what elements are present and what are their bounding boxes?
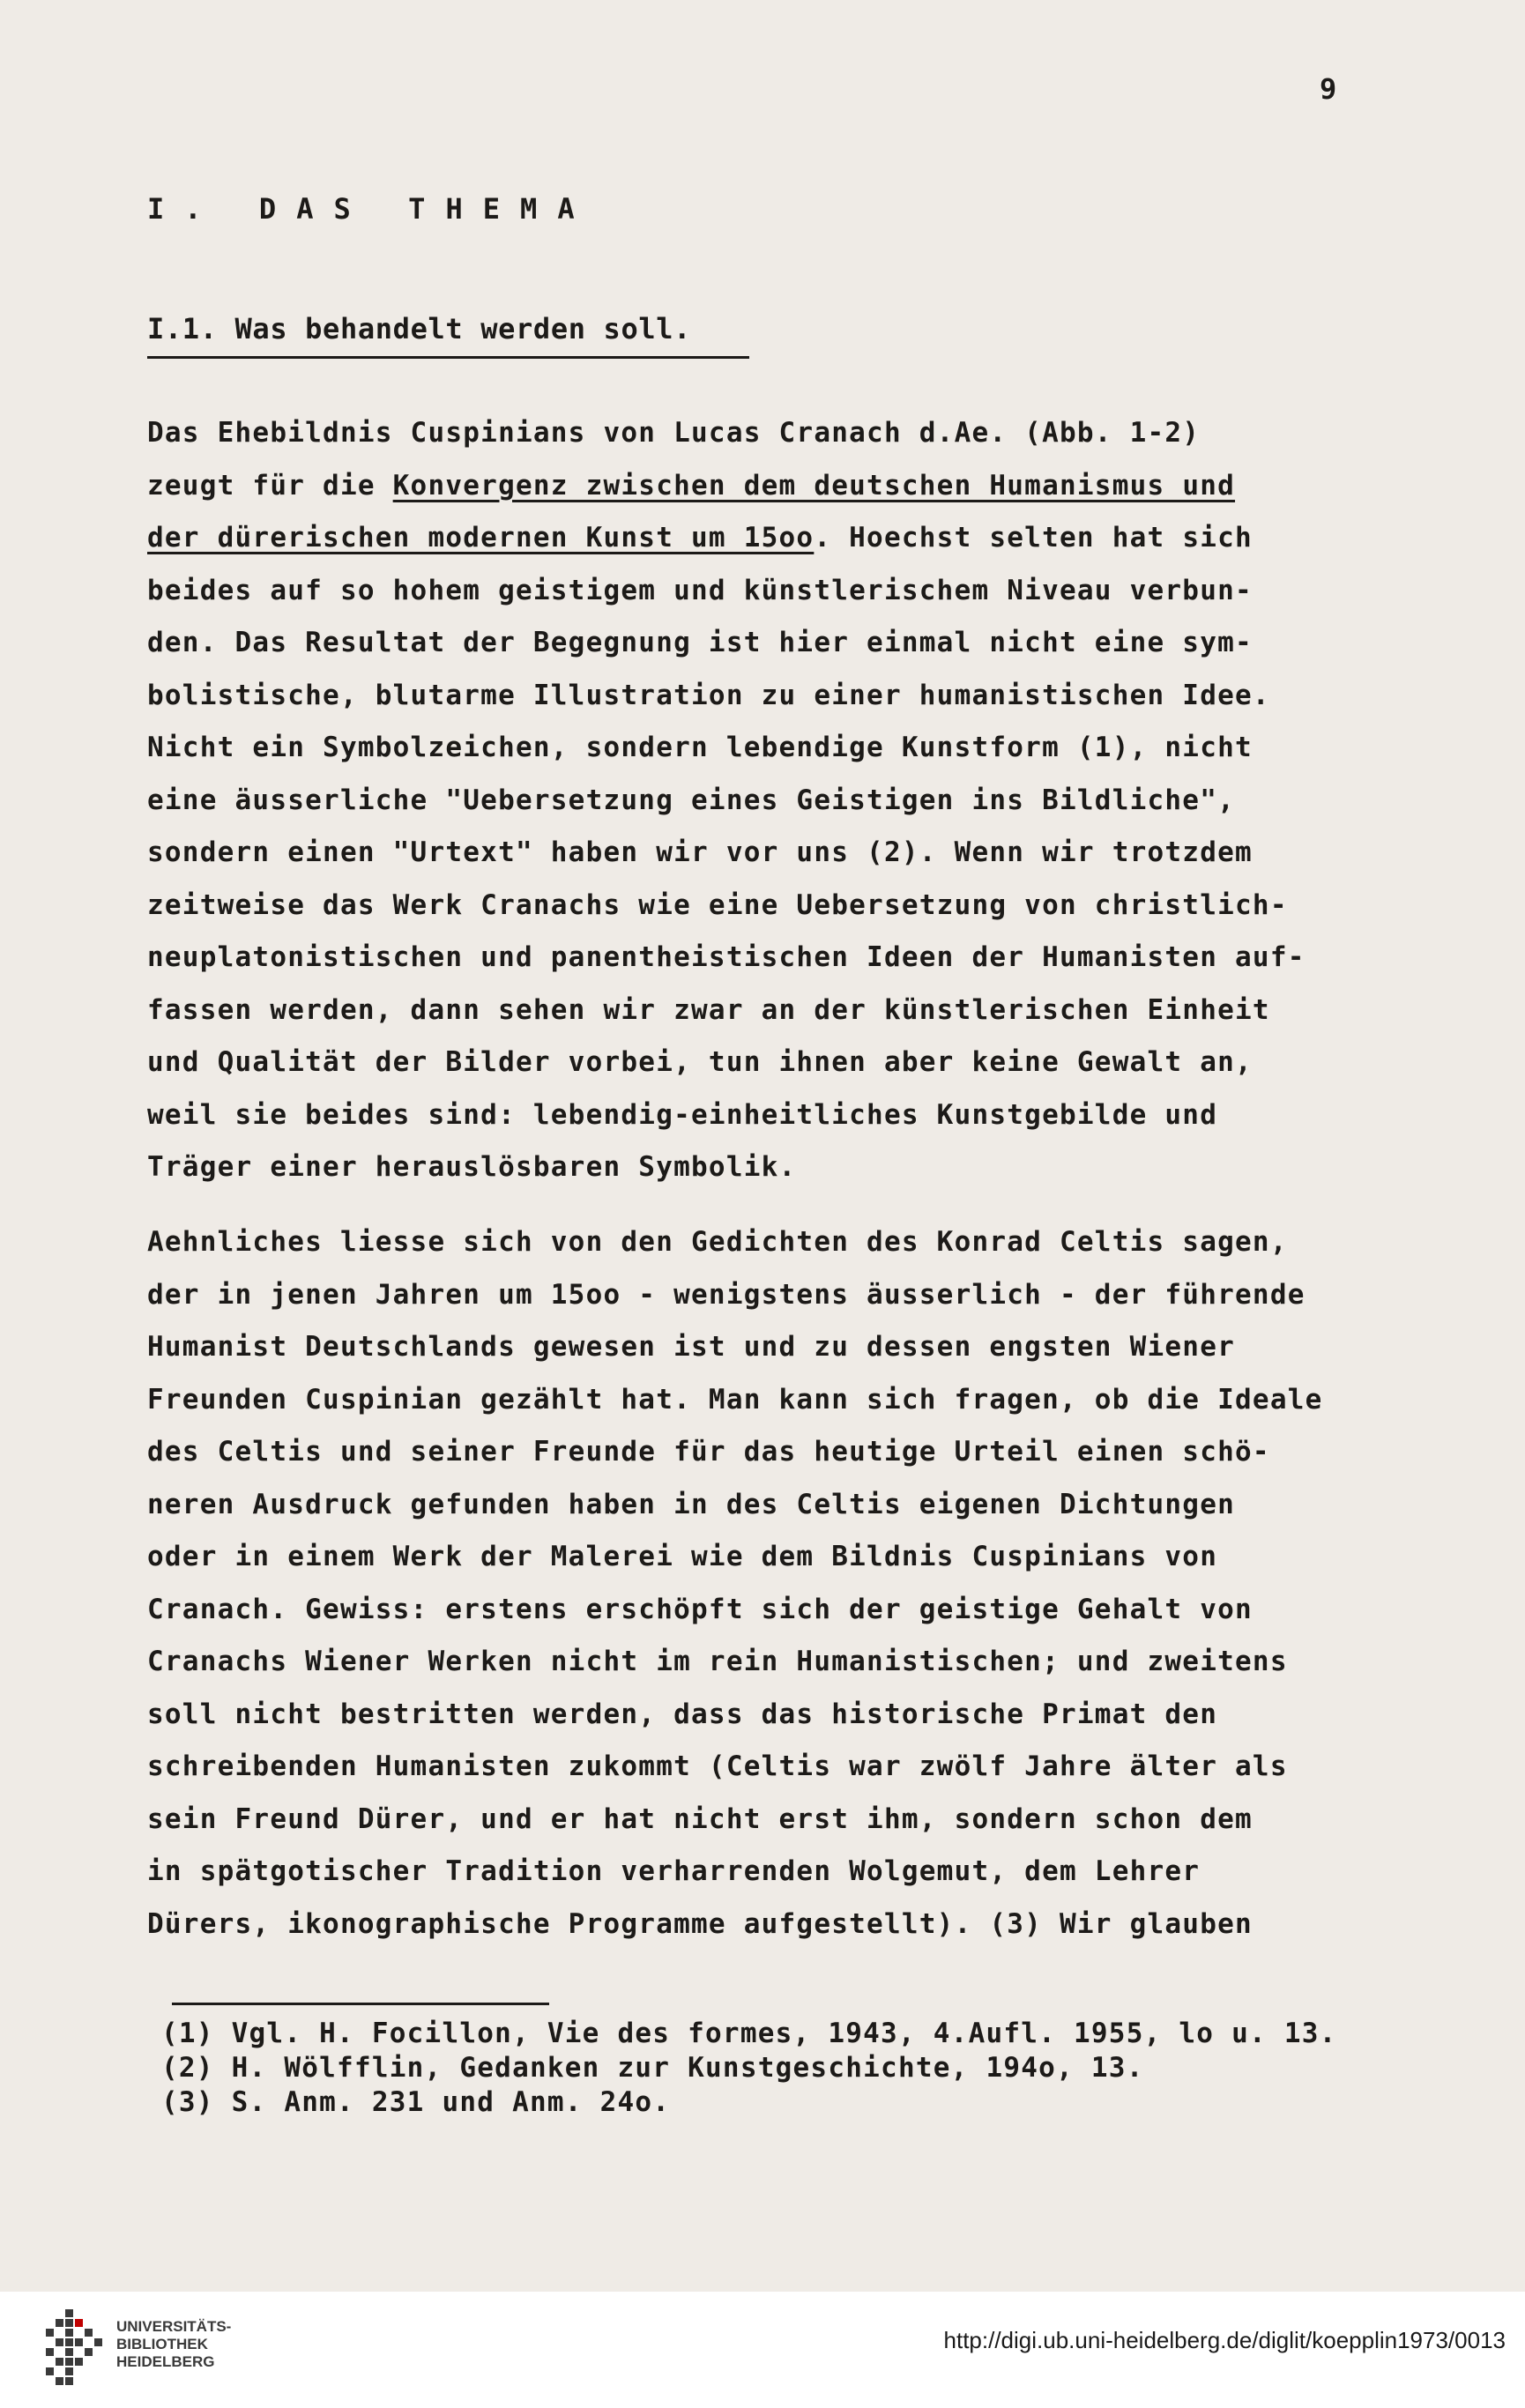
text-line: in spätgotischer Tradition verharrenden Wolgemut, dem Lehrer [147,1855,1201,1887]
paragraph-1 [147,407,1469,1194]
text-line: des Celtis und seiner Freunde für das heutige Urteil einen schö- [147,1436,1270,1468]
source-url: http://digi.ub.uni-heidelberg.de/diglit/koepplin1973/0013 [943,2327,1506,2353]
footnote: (3) S. Anm. 231 und Anm. 24o. [161,2086,671,2118]
footer-bar [0,2292,1525,2408]
underlined-phrase: Konvergenz zwischen dem deutschen Humanismus und [392,469,1236,502]
page-number: 9 [1320,72,1337,106]
text-line: und Qualität der Bilder vorbei, tun ihnen aber keine Gewalt an, [147,1046,1253,1078]
text-line: eine äusserliche "Uebersetzung eines Geistigen ins Bildliche", [147,784,1236,816]
text-line: Aehnliches liesse sich von den Gedichten des Konrad Celtis sagen, [147,1226,1288,1258]
text-line [147,460,1469,513]
heidelberg-university-library-logo-icon [39,2309,106,2389]
text-line: beides auf so hohem geistigem und künstlerischem Niveau verbun- [147,574,1253,606]
paragraph-2 [147,1216,1469,1951]
footnote-separator [172,2003,549,2005]
text-line: Das Ehebildnis Cuspinians von Lucas Cranach d.Ae. (Abb. 1-2) [147,417,1201,449]
text-line [147,512,1469,565]
text-line: Cranach. Gewiss: erstens erschöpft sich der geistige Gehalt von [147,1593,1253,1625]
text-line: neren Ausdruck gefunden haben in des Celtis eigenen Dichtungen [147,1488,1236,1520]
text-segment: . Hoechst selten hat sich [814,522,1253,554]
text-line: der in jenen Jahren um 15oo - wenigstens äusserlich - der führende [147,1278,1306,1311]
text-line: schreibenden Humanisten zukommt (Celtis war zwölf Jahre älter als [147,1750,1288,1782]
section-heading: I.1. Was behandelt werden soll. [147,312,692,346]
text-line: Humanist Deutschlands gewesen ist und zu dessen engsten Wiener [147,1331,1236,1363]
text-line: Dürers, ikonographische Programme aufgestellt). (3) Wir glauben [147,1907,1253,1940]
text-line: Nicht ein Symbolzeichen, sondern lebendige Kunstform (1), nicht [147,732,1253,763]
text-line: oder in einem Werk der Malerei wie dem Bildnis Cuspinians von [147,1541,1218,1572]
text-line: den. Das Resultat der Begegnung ist hier einmal nicht eine sym- [147,627,1253,658]
library-name-line: UNIVERSITÄTS- [116,2318,232,2335]
text-segment: zeugt für die [147,469,393,502]
text-line: sondern einen "Urtext" haben wir vor uns (2). Wenn wir trotzdem [147,836,1253,868]
footnote: (2) H. Wölfflin, Gedanken zur Kunstgeschichte, 194o, 13. [161,2052,1144,2084]
text-line: Träger einer herauslösbaren Symbolik. [147,1151,797,1183]
footnotes [161,2017,1337,2120]
text-line: sein Freund Dürer, und er hat nicht erst ihm, sondern schon dem [147,1802,1253,1835]
text-line: neuplatonistischen und panentheistischen Ideen der Humanisten auf- [147,941,1306,973]
text-line: weil sie beides sind: lebendig-einheitliches Kunstgebilde und [147,1098,1218,1131]
chapter-heading: I. DAS THEMA [147,192,595,226]
library-name-line: HEIDELBERG [116,2353,215,2370]
text-line: Freunden Cuspinian gezählt hat. Man kann sich fragen, ob die Ideale [147,1383,1323,1416]
library-name [116,2318,231,2371]
text-line: fassen werden, dann sehen wir zwar an der künstlerischen Einheit [147,993,1270,1026]
underlined-phrase: der dürerischen modernen Kunst um 15oo [147,522,815,554]
text-line: zeitweise das Werk Cranachs wie eine Uebersetzung von christlich- [147,888,1288,921]
section-heading-underline [147,356,749,359]
footnote: (1) Vgl. H. Focillon, Vie des formes, 1943, 4.Aufl. 1955, lo u. 13. [161,2018,1337,2049]
text-line: bolistische, blutarme Illustration zu einer humanistischen Idee. [147,679,1270,711]
library-name-line: BIBLIOTHEK [116,2336,208,2352]
text-line: Cranachs Wiener Werken nicht im rein Humanistischen; und zweitens [147,1646,1288,1677]
text-line: soll nicht bestritten werden, dass das historische Primat den [147,1698,1218,1730]
